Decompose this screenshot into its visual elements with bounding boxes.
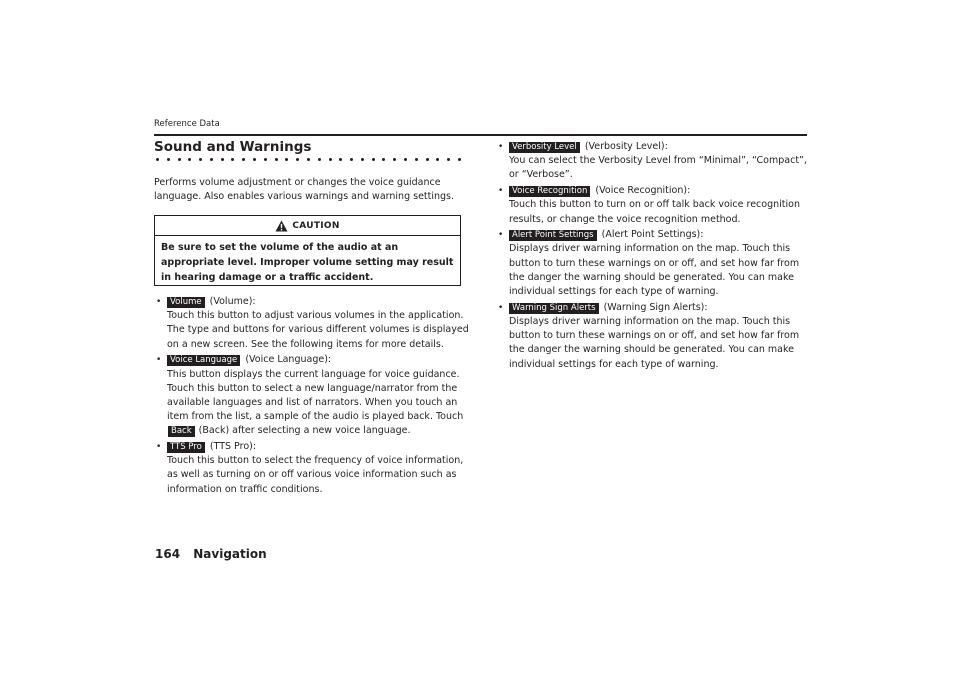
- setting-description: Touch this button to turn on or off talk back voice recognition results, or change the voice recognition method.: [509, 199, 800, 225]
- setting-name: (Voice Recognition):: [595, 185, 691, 197]
- leader-dot: [382, 158, 385, 161]
- leader-dot: [329, 158, 332, 161]
- leader-dot: [253, 158, 256, 161]
- setting-item-voice-language: [154, 353, 469, 438]
- leader-dot: [339, 158, 342, 161]
- setting-item-tts-pro: [154, 440, 469, 497]
- setting-description: Displays driver warning information on the map. Touch this button to turn these warnings on or off, and set how far from the danger the warning should be generated. You can make individual settings for each type of warning.: [509, 315, 800, 370]
- bullet: •: [156, 442, 162, 453]
- verbosity-level-button-label: Verbosity Level: [509, 142, 580, 153]
- leader-dot: [447, 158, 450, 161]
- setting-name: (Voice Language):: [245, 354, 332, 366]
- leader-dot: [393, 158, 396, 161]
- leader-dot: [231, 158, 234, 161]
- setting-item-warning-sign-alerts: [496, 301, 811, 372]
- page-footer: [155, 547, 267, 561]
- setting-item-voice-recognition: [496, 184, 811, 227]
- bullet: •: [156, 355, 162, 366]
- bullet: •: [498, 230, 504, 241]
- leader-dot: [264, 158, 267, 161]
- right-setting-list: [496, 140, 811, 373]
- leader-dot: [372, 158, 375, 161]
- page-number: 164: [155, 547, 181, 561]
- voice-language-button-label: Voice Language: [167, 355, 240, 366]
- setting-item-alert-point-settings: [496, 228, 811, 299]
- bullet: •: [498, 142, 504, 152]
- caution-header: [155, 216, 460, 236]
- leader-dot: [156, 158, 159, 161]
- leader-dot: [210, 158, 213, 161]
- leader-dot: [285, 158, 288, 161]
- leader-dot: [178, 158, 181, 161]
- left-setting-list: [154, 295, 469, 498]
- setting-item-verbosity-level: [496, 140, 811, 183]
- caution-title: CAUTION: [292, 220, 340, 231]
- leader-dot: [242, 158, 245, 161]
- bullet: •: [498, 302, 504, 313]
- chapter-name: Navigation: [193, 547, 267, 561]
- leader-dot: [318, 158, 321, 161]
- caution-box: [154, 215, 461, 286]
- leader-dot: [167, 158, 170, 161]
- setting-item-volume: [154, 295, 469, 352]
- setting-description: Displays driver warning information on the map. Touch this button to turn these warnings on or off, and set how far from the danger the warning should be generated. You can make individual settings for each type of warning.: [509, 243, 800, 298]
- setting-description: Touch this button to select the frequency of voice information, as well as turning on or off various voice information such as information on traffic conditions.: [167, 455, 464, 495]
- leader-dot: [426, 158, 429, 161]
- header-rule: [154, 134, 807, 136]
- setting-name: (Alert Point Settings):: [601, 229, 704, 241]
- leader-dot: [458, 158, 461, 161]
- volume-button-label: Volume: [167, 297, 205, 308]
- setting-name: (Volume):: [209, 296, 256, 307]
- leader-dot: [199, 158, 202, 161]
- description-text: This button displays the current language for voice guidance. Touch this button to select a new language/narrator from the available languages and list of narrators. When you touch an item from the list, a sample of the audio is played back. Touch: [167, 368, 464, 423]
- running-header: Reference Data: [154, 119, 220, 129]
- leader-dot: [404, 158, 407, 161]
- description-text-after: (Back) after selecting a new voice language.: [198, 425, 411, 437]
- caution-text: Be sure to set the volume of the audio at an appropriate level. Improper volume setting may result in hearing damage or a traffic accident.: [161, 242, 454, 283]
- section-title: Sound and Warnings: [154, 139, 312, 155]
- warning-sign-alerts-button-label: Warning Sign Alerts: [509, 303, 599, 314]
- setting-description: [167, 368, 469, 439]
- bullet: •: [156, 297, 162, 307]
- alert-point-settings-button-label: Alert Point Settings: [509, 230, 597, 241]
- leader-dot: [436, 158, 439, 161]
- warning-icon: [275, 220, 288, 232]
- leader-dot: [350, 158, 353, 161]
- leader-dot: [307, 158, 310, 161]
- voice-recognition-button-label: Voice Recognition: [509, 186, 590, 197]
- title-dot-leader: [156, 158, 461, 161]
- setting-name: (TTS Pro):: [209, 441, 257, 453]
- leader-dot: [188, 158, 191, 161]
- leader-dot: [221, 158, 224, 161]
- setting-name: (Verbosity Level):: [584, 141, 668, 152]
- setting-description: You can select the Verbosity Level from “Minimal”, “Compact”, or “Verbose”.: [509, 155, 807, 181]
- tts-pro-button-label: TTS Pro: [167, 442, 205, 453]
- setting-name: (Warning Sign Alerts):: [603, 301, 708, 313]
- bullet: •: [498, 186, 504, 197]
- leader-dot: [296, 158, 299, 161]
- section-intro: Performs volume adjustment or changes the voice guidance language. Also enables various warnings and warning settings.: [154, 177, 455, 202]
- leader-dot: [415, 158, 418, 161]
- setting-description: Touch this button to adjust various volumes in the application. The type and buttons for various different volumes is displayed on a new screen. See the following items for more details.: [167, 310, 469, 350]
- leader-dot: [275, 158, 278, 161]
- leader-dot: [361, 158, 364, 161]
- back-button-label: Back: [168, 426, 195, 437]
